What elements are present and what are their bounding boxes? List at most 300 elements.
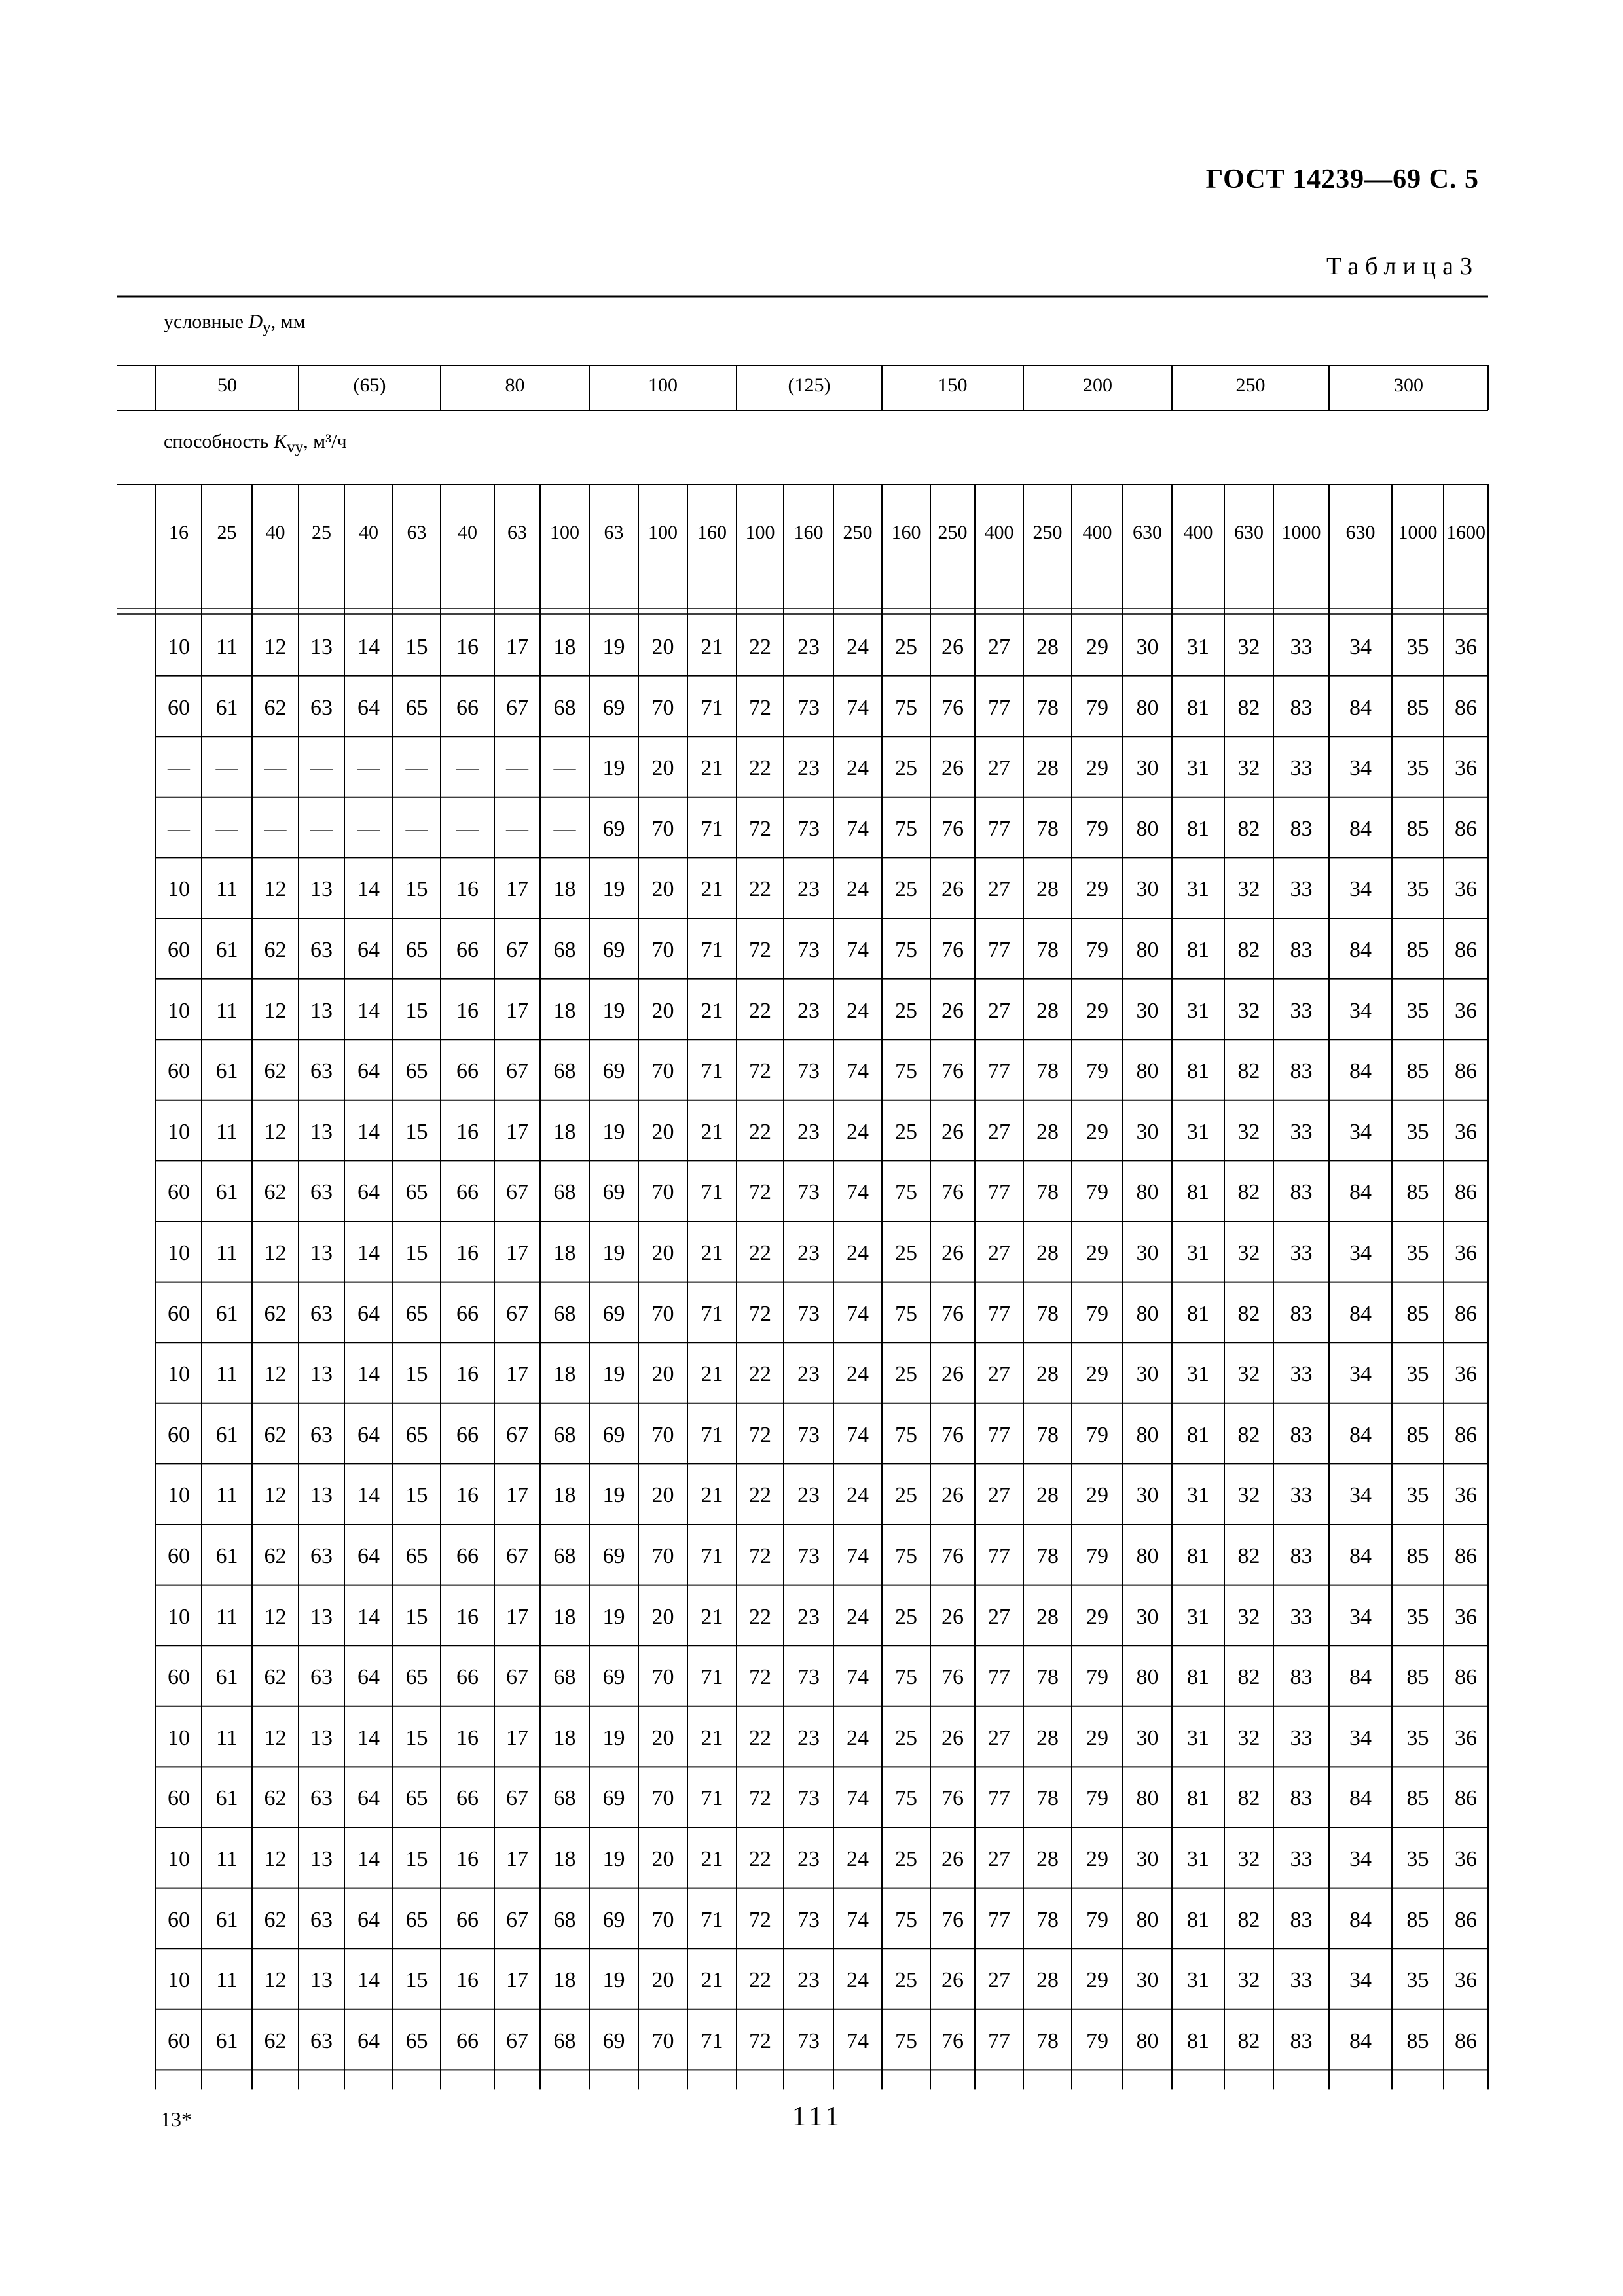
table-cell: 64: [357, 1422, 380, 1447]
table-cell: 81: [1187, 1544, 1209, 1568]
table-cell: 28: [1036, 1604, 1059, 1629]
table-cell: 31: [1187, 1241, 1209, 1265]
table-cell: 65: [405, 2028, 428, 2053]
table-cell: 24: [847, 1968, 869, 1993]
column-header: 400: [1082, 522, 1112, 543]
table-cell: 66: [456, 1544, 479, 1568]
table-cell: 36: [1455, 635, 1477, 659]
table-cell: 64: [357, 2028, 380, 2053]
column-header: 630: [1234, 522, 1264, 543]
table-cell: 22: [749, 1241, 771, 1265]
table-cell: 77: [988, 1907, 1010, 1932]
column-header: 100: [550, 522, 579, 543]
table-cell: 69: [602, 695, 625, 720]
table-cell: 12: [264, 877, 287, 902]
table-cell: 71: [701, 1180, 723, 1205]
table-cell: 85: [1406, 816, 1429, 841]
table-cell: 72: [749, 1180, 771, 1205]
table-cell: 73: [797, 816, 820, 841]
table-cell: 84: [1349, 816, 1372, 841]
table-cell: 78: [1036, 1301, 1059, 1326]
table-cell: 24: [847, 998, 869, 1023]
table-cell: 36: [1455, 1725, 1477, 1750]
table-cell: 78: [1036, 1665, 1059, 1690]
table-cell: 15: [405, 1725, 428, 1750]
table-cell: 21: [701, 1847, 723, 1871]
table-cell: 12: [264, 1604, 287, 1629]
table-cell: 61: [215, 1180, 238, 1205]
table-cell: 65: [405, 1907, 428, 1932]
table-cell: 86: [1455, 695, 1477, 720]
table-cell: 12: [264, 635, 287, 659]
table-cell: 60: [168, 1907, 190, 1932]
table-cell: 80: [1136, 1907, 1159, 1932]
table-cell: 83: [1290, 1301, 1313, 1326]
table-cell: 75: [895, 816, 917, 841]
table-cell: 70: [651, 2028, 674, 2053]
table-cell: 17: [506, 1483, 528, 1508]
table-cell: 84: [1349, 1665, 1372, 1690]
column-header: 630: [1133, 522, 1162, 543]
table-cell: 16: [456, 1241, 479, 1265]
flow-capacity-label: [164, 431, 347, 457]
table-cell: 34: [1349, 1362, 1372, 1387]
table-cell: 29: [1086, 1968, 1108, 1993]
table-cell: 70: [651, 695, 674, 720]
table-cell: 20: [651, 1604, 674, 1629]
table-cell: 79: [1086, 1422, 1108, 1447]
table-cell: 34: [1349, 1968, 1372, 1993]
table-cell: 82: [1237, 1907, 1260, 1932]
table-cell: 67: [506, 938, 528, 962]
table-cell: 69: [602, 1422, 625, 1447]
table-cell: 84: [1349, 1301, 1372, 1326]
table-cell: 16: [456, 1725, 479, 1750]
table-cell: 70: [651, 816, 674, 841]
table-cell: 11: [216, 1119, 238, 1144]
table-cell: 83: [1290, 1786, 1313, 1811]
table-cell: 85: [1406, 1422, 1429, 1447]
table-cell: 77: [988, 1665, 1010, 1690]
table-cell: 67: [506, 1665, 528, 1690]
table-cell: 10: [168, 1483, 190, 1508]
column-header: 40: [265, 522, 285, 543]
table-cell: 83: [1290, 1059, 1313, 1084]
table-cell: 15: [405, 1847, 428, 1871]
table-cell: 16: [456, 877, 479, 902]
table-cell: 13: [310, 1968, 333, 1993]
table-cell: 30: [1136, 998, 1159, 1023]
column-header: 1000: [1281, 522, 1321, 543]
table-cell: 63: [310, 1301, 333, 1326]
table-cell: 67: [506, 1180, 528, 1205]
table-cell: 25: [895, 1362, 917, 1387]
table-cell: 21: [701, 998, 723, 1023]
table-cell: —: [168, 756, 190, 781]
table-cell: 84: [1349, 2028, 1372, 2053]
table-cell: 69: [602, 2028, 625, 2053]
table-cell: —: [168, 816, 190, 841]
table-cell: 11: [216, 1241, 238, 1265]
table-cell: 69: [602, 1907, 625, 1932]
table-cell: 61: [215, 1422, 238, 1447]
table-cell: 33: [1290, 635, 1313, 659]
table-cell: 65: [405, 695, 428, 720]
table-cell: 67: [506, 1059, 528, 1084]
table-cell: 81: [1187, 1907, 1209, 1932]
table-cell: 12: [264, 1362, 287, 1387]
table-cell: 76: [941, 1059, 964, 1084]
table-cell: 66: [456, 1907, 479, 1932]
table-cell: 75: [895, 1059, 917, 1084]
table-cell: 36: [1455, 877, 1477, 902]
table-cell: 78: [1036, 1907, 1059, 1932]
table-cell: 29: [1086, 635, 1108, 659]
table-cell: 26: [941, 756, 964, 781]
table-cell: 20: [651, 1483, 674, 1508]
table-cell: 83: [1290, 695, 1313, 720]
table-cell: 33: [1290, 1241, 1313, 1265]
table-cell: 84: [1349, 1422, 1372, 1447]
table-cell: 62: [264, 695, 287, 720]
table-cell: 33: [1290, 1725, 1313, 1750]
table-cell: 69: [602, 816, 625, 841]
table-cell: 22: [749, 756, 771, 781]
nominal-diameter-label-text: условные: [164, 311, 244, 332]
table-cell: 32: [1237, 1362, 1260, 1387]
group-header: 150: [938, 374, 968, 396]
table-cell: 25: [895, 635, 917, 659]
table-cell: 60: [168, 1665, 190, 1690]
table-cell: 79: [1086, 2028, 1108, 2053]
table-cell: 31: [1187, 756, 1209, 781]
table-cell: 20: [651, 635, 674, 659]
table-cell: 84: [1349, 1180, 1372, 1205]
table-cell: 62: [264, 1544, 287, 1568]
table-cell: 71: [701, 1059, 723, 1084]
table-cell: 71: [701, 816, 723, 841]
table-cell: 29: [1086, 1119, 1108, 1144]
table-cell: 68: [553, 1907, 576, 1932]
table-cell: 83: [1290, 1544, 1313, 1568]
table-cell: 27: [988, 1483, 1010, 1508]
table-cell: 32: [1237, 1725, 1260, 1750]
group-header: 80: [505, 374, 525, 396]
table-cell: 82: [1237, 1544, 1260, 1568]
table-cell: —: [456, 756, 479, 781]
table-cell: 34: [1349, 1119, 1372, 1144]
column-header: 100: [648, 522, 678, 543]
table-cell: 28: [1036, 877, 1059, 902]
table-cell: 82: [1237, 1786, 1260, 1811]
table-cell: 19: [602, 1604, 625, 1629]
table-cell: 71: [701, 1301, 723, 1326]
table-cell: 61: [215, 1301, 238, 1326]
table-cell: 24: [847, 1241, 869, 1265]
table-cell: 75: [895, 2028, 917, 2053]
table-cell: 26: [941, 877, 964, 902]
table-cell: 27: [988, 1725, 1010, 1750]
table-cell: 67: [506, 695, 528, 720]
table-cell: 34: [1349, 756, 1372, 781]
table-cell: 22: [749, 1604, 771, 1629]
table-cell: 77: [988, 1544, 1010, 1568]
table-cell: 79: [1086, 1301, 1108, 1326]
table-cell: 76: [941, 2028, 964, 2053]
group-header: (125): [788, 374, 831, 396]
table-cell: 16: [456, 1119, 479, 1144]
table-cell: 19: [602, 635, 625, 659]
table-cell: 34: [1349, 635, 1372, 659]
table-cell: 32: [1237, 756, 1260, 781]
table-cell: 18: [553, 1968, 576, 1993]
table-cell: 66: [456, 1059, 479, 1084]
table-cell: 23: [797, 1241, 820, 1265]
table-cell: 30: [1136, 1241, 1159, 1265]
table-cell: 22: [749, 1725, 771, 1750]
table-cell: 35: [1406, 877, 1429, 902]
table-cell: 74: [847, 1544, 869, 1568]
table-cell: 11: [216, 1725, 238, 1750]
table-cell: 85: [1406, 2028, 1429, 2053]
table-cell: 12: [264, 998, 287, 1023]
table-cell: 30: [1136, 1847, 1159, 1871]
table-cell: 78: [1036, 1422, 1059, 1447]
table-cell: 26: [941, 1968, 964, 1993]
table-cell: 68: [553, 1301, 576, 1326]
table-cell: 75: [895, 1786, 917, 1811]
table-cell: 64: [357, 1180, 380, 1205]
table-cell: 30: [1136, 635, 1159, 659]
table-cell: 14: [357, 877, 380, 902]
table-cell: 33: [1290, 1847, 1313, 1871]
table-cell: 70: [651, 1544, 674, 1568]
table-cell: 27: [988, 635, 1010, 659]
column-header: 630: [1345, 522, 1376, 543]
table-cell: 73: [797, 1544, 820, 1568]
table-cell: 19: [602, 1725, 625, 1750]
table-cell: 23: [797, 877, 820, 902]
table-cell: 36: [1455, 998, 1477, 1023]
table-cell: 81: [1187, 938, 1209, 962]
group-header: 200: [1083, 374, 1112, 396]
table-cell: 60: [168, 1544, 190, 1568]
dy-units: , мм: [270, 311, 306, 332]
table-cell: 24: [847, 1725, 869, 1750]
table-cell: 24: [847, 1362, 869, 1387]
table-cell: 79: [1086, 1665, 1108, 1690]
table-cell: 27: [988, 1604, 1010, 1629]
table-cell: 18: [553, 1483, 576, 1508]
table-cell: 14: [357, 1725, 380, 1750]
table-cell: 80: [1136, 1301, 1159, 1326]
column-header: 25: [217, 522, 237, 543]
table-cell: 77: [988, 1180, 1010, 1205]
table-cell: 68: [553, 1544, 576, 1568]
table-cell: 62: [264, 2028, 287, 2053]
table-cell: 73: [797, 1180, 820, 1205]
table-cell: 21: [701, 756, 723, 781]
table-cell: 60: [168, 695, 190, 720]
table-cell: 29: [1086, 1241, 1108, 1265]
table-cell: 79: [1086, 695, 1108, 720]
table-cell: 23: [797, 1604, 820, 1629]
table-cell: 86: [1455, 816, 1477, 841]
table-cell: 86: [1455, 1907, 1477, 1932]
table-cell: 17: [506, 1604, 528, 1629]
table-cell: 31: [1187, 1119, 1209, 1144]
table-cell: 64: [357, 1786, 380, 1811]
table-cell: 67: [506, 2028, 528, 2053]
table-cell: 69: [602, 1301, 625, 1326]
table-cell: 68: [553, 1786, 576, 1811]
table-cell: 77: [988, 1301, 1010, 1326]
table-cell: 66: [456, 1665, 479, 1690]
group-header: 300: [1394, 374, 1423, 396]
table-cell: 82: [1237, 1180, 1260, 1205]
table-cell: 81: [1187, 816, 1209, 841]
table-cell: 14: [357, 1362, 380, 1387]
table-cell: 70: [651, 1180, 674, 1205]
table-cell: 73: [797, 695, 820, 720]
table-cell: 25: [895, 877, 917, 902]
table-cell: 14: [357, 998, 380, 1023]
table-cell: 74: [847, 938, 869, 962]
table-cell: 30: [1136, 1362, 1159, 1387]
table-cell: 65: [405, 1301, 428, 1326]
table-cell: 28: [1036, 635, 1059, 659]
table-cell: 18: [553, 1604, 576, 1629]
table-cell: 29: [1086, 1725, 1108, 1750]
table-cell: 34: [1349, 877, 1372, 902]
table-cell: 69: [602, 1786, 625, 1811]
table-cell: 15: [405, 877, 428, 902]
table-cell: 80: [1136, 1665, 1159, 1690]
table-cell: 67: [506, 1544, 528, 1568]
table-cell: 19: [602, 1362, 625, 1387]
table-cell: 62: [264, 1665, 287, 1690]
table-cell: 80: [1136, 1544, 1159, 1568]
table-cell: 77: [988, 695, 1010, 720]
table-cell: 78: [1036, 816, 1059, 841]
table-cell: 86: [1455, 938, 1477, 962]
nominal-diameter-label: [164, 311, 306, 337]
table-cell: 86: [1455, 1544, 1477, 1568]
table-cell: —: [264, 816, 287, 841]
table-cell: 34: [1349, 1483, 1372, 1508]
table-cell: 72: [749, 1907, 771, 1932]
table-cell: —: [405, 756, 428, 781]
table-cell: 77: [988, 938, 1010, 962]
table-cell: 29: [1086, 998, 1108, 1023]
table-cell: 68: [553, 1180, 576, 1205]
table-cell: 15: [405, 998, 428, 1023]
table-cell: 61: [215, 1907, 238, 1932]
table-cell: 14: [357, 1847, 380, 1871]
table-cell: 31: [1187, 1604, 1209, 1629]
table-cell: 15: [405, 1362, 428, 1387]
table-cell: 13: [310, 1119, 333, 1144]
table-cell: 18: [553, 1362, 576, 1387]
table-cell: 31: [1187, 1483, 1209, 1508]
table-cell: 73: [797, 1665, 820, 1690]
table-cell: 33: [1290, 756, 1313, 781]
table-cell: 30: [1136, 756, 1159, 781]
table-cell: 25: [895, 1119, 917, 1144]
table-cell: 73: [797, 1907, 820, 1932]
table-cell: 24: [847, 756, 869, 781]
table-cell: 33: [1290, 1483, 1313, 1508]
table-cell: 71: [701, 695, 723, 720]
table-cell: 68: [553, 695, 576, 720]
table-cell: —: [553, 816, 576, 841]
table-cell: 27: [988, 1241, 1010, 1265]
table-cell: 60: [168, 1786, 190, 1811]
table-cell: 20: [651, 1241, 674, 1265]
table-cell: 24: [847, 1847, 869, 1871]
table-cell: 63: [310, 1422, 333, 1447]
table-cell: 80: [1136, 2028, 1159, 2053]
table-cell: 18: [553, 635, 576, 659]
table-cell: 35: [1406, 998, 1429, 1023]
table-cell: —: [456, 816, 479, 841]
kvy-subscript: vy: [287, 439, 304, 456]
table-cell: 77: [988, 1786, 1010, 1811]
table-cell: 20: [651, 1119, 674, 1144]
table-cell: 25: [895, 1241, 917, 1265]
table-cell: 31: [1187, 635, 1209, 659]
table-cell: 64: [357, 938, 380, 962]
table-cell: 73: [797, 1422, 820, 1447]
table-cell: 84: [1349, 1786, 1372, 1811]
table-cell: 75: [895, 1907, 917, 1932]
table-cell: 71: [701, 1544, 723, 1568]
table-cell: 29: [1086, 877, 1108, 902]
table-cell: 22: [749, 998, 771, 1023]
group-header: 100: [648, 374, 678, 396]
table-cell: 30: [1136, 877, 1159, 902]
footnote-mark: 13*: [160, 2108, 192, 2131]
table-cell: 66: [456, 1180, 479, 1205]
table-cell: 11: [216, 1847, 238, 1871]
table-cell: 35: [1406, 1119, 1429, 1144]
table-cell: 71: [701, 938, 723, 962]
table-cell: 28: [1036, 1847, 1059, 1871]
table-cell: 23: [797, 1119, 820, 1144]
table-cell: 61: [215, 2028, 238, 2053]
table-cell: 63: [310, 938, 333, 962]
table-cell: 81: [1187, 1786, 1209, 1811]
table-cell: 16: [456, 998, 479, 1023]
table-cell: 13: [310, 1604, 333, 1629]
table-cell: 22: [749, 1362, 771, 1387]
table-cell: 35: [1406, 635, 1429, 659]
table-cell: 28: [1036, 1119, 1059, 1144]
table-cell: 13: [310, 877, 333, 902]
group-header: (65): [353, 374, 386, 396]
table-cell: 30: [1136, 1968, 1159, 1993]
table-cell: 16: [456, 1847, 479, 1871]
table-cell: 84: [1349, 1907, 1372, 1932]
table-cell: 76: [941, 938, 964, 962]
table-cell: 33: [1290, 1362, 1313, 1387]
table-cell: 78: [1036, 1059, 1059, 1084]
column-header: 40: [458, 522, 477, 543]
table-cell: 63: [310, 1786, 333, 1811]
table-cell: 63: [310, 1665, 333, 1690]
table-cell: 17: [506, 635, 528, 659]
table-cell: 72: [749, 816, 771, 841]
